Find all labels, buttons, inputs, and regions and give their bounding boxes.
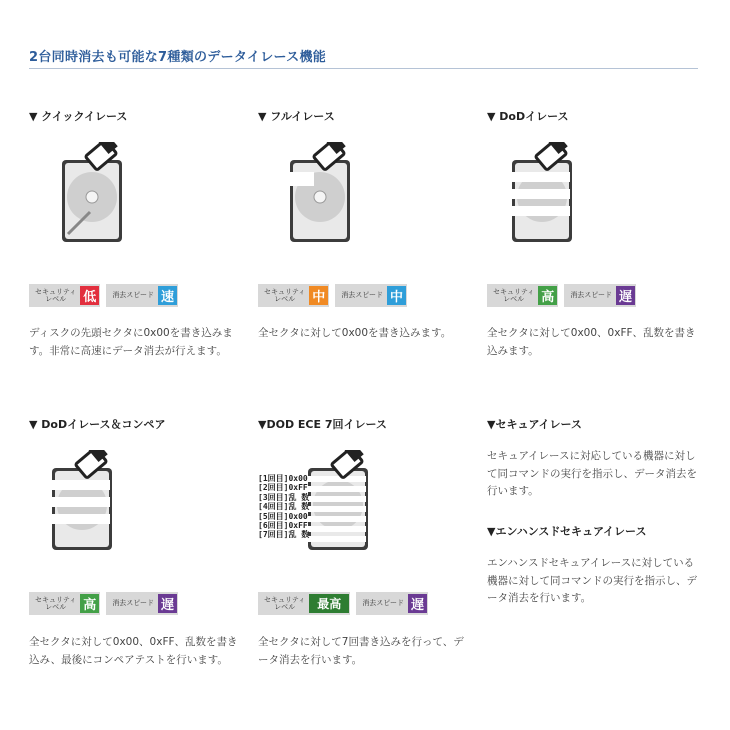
erase-speed-value: 遅 xyxy=(158,594,177,613)
pass-item: [3回目]乱 数 xyxy=(258,492,310,502)
pass-item: [1回目]0x00 xyxy=(258,474,308,483)
erase-speed-value: 速 xyxy=(158,286,177,305)
section-heading: ▼エンハンスドセキュアイレース xyxy=(487,525,647,538)
section-enhanced-secure-erase xyxy=(487,523,702,539)
erase-speed-badge xyxy=(564,284,636,307)
badge-row xyxy=(29,592,178,615)
badge-row xyxy=(29,284,178,307)
security-level-label: セキュリティ レベル xyxy=(493,287,535,303)
security-level-label: セキュリティ レベル xyxy=(264,595,306,611)
erase-speed-label: 消去スピード xyxy=(362,599,405,607)
security-level-label: セキュリティ レベル xyxy=(35,595,77,611)
section-secure-erase xyxy=(487,416,702,432)
section-heading: ▼ DoDイレース xyxy=(487,110,569,123)
security-level-badge xyxy=(29,592,100,615)
security-level-badge xyxy=(258,284,329,307)
section-quick-erase xyxy=(29,108,244,124)
section-heading: ▼DOD ECE 7回イレース xyxy=(258,418,387,431)
erase-speed-label: 消去スピード xyxy=(570,291,613,299)
hdd-erase-icon xyxy=(50,142,160,252)
hdd-erase-icon xyxy=(296,450,406,560)
section-description: 全セクタに対して7回書き込みを行って、データ消去を行います。 xyxy=(258,636,464,666)
erase-speed-badge xyxy=(356,592,428,615)
badge-row xyxy=(258,592,428,615)
badge-row xyxy=(258,284,407,307)
security-level-value: 低 xyxy=(80,286,99,305)
security-level-value: 高 xyxy=(538,286,557,305)
erase-speed-value: 遅 xyxy=(616,286,635,305)
section-description: エンハンスドセキュアイレースに対している機器に対して同コマンドの実行を指示し、データ消去を行います。 xyxy=(487,557,697,604)
section-dod-erase xyxy=(487,108,702,124)
section-description: 全セクタに対して0x00を書き込みます。 xyxy=(258,327,452,339)
security-level-badge xyxy=(258,592,350,615)
erase-speed-label: 消去スピード xyxy=(341,291,384,299)
erase-speed-label: 消去スピード xyxy=(112,599,155,607)
section-description: ディスクの先頭セクタに0x00を書き込みます。非常に高速にデータ消去が行えます。 xyxy=(29,327,233,357)
security-level-value: 最高 xyxy=(309,594,349,613)
hdd-erase-icon xyxy=(40,450,150,560)
badge-row xyxy=(487,284,636,307)
erase-speed-badge xyxy=(335,284,407,307)
pass-item: [4回目]乱 数 xyxy=(258,502,310,512)
pass-item: [5回目]0x00 xyxy=(258,511,308,521)
section-heading: ▼セキュアイレース xyxy=(487,418,582,431)
section-dod-ece-7pass xyxy=(258,416,473,432)
erase-speed-badge xyxy=(106,284,178,307)
title-divider xyxy=(29,68,698,69)
pass-item: [6回目]0xFF xyxy=(258,521,308,531)
security-level-label: セキュリティ レベル xyxy=(264,287,306,303)
hdd-erase-icon xyxy=(278,142,388,252)
section-heading: ▼ クイックイレース xyxy=(29,110,128,123)
pass-item: [2回目]0xFF xyxy=(258,483,308,493)
erase-speed-label: 消去スピード xyxy=(112,291,155,299)
section-heading: ▼ フルイレース xyxy=(258,110,335,123)
section-description: セキュアイレースに対応している機器に対して同コマンドの実行を指示し、データ消去を行います。 xyxy=(487,450,697,497)
security-level-badge xyxy=(487,284,558,307)
page-title: 2台同時消去も可能な7種類のデータイレース機能 xyxy=(29,50,327,65)
security-level-value: 中 xyxy=(309,286,328,305)
pass-list xyxy=(258,474,309,540)
security-level-badge xyxy=(29,284,100,307)
security-level-label: セキュリティ レベル xyxy=(35,287,77,303)
section-dod-erase-compare xyxy=(29,416,244,432)
security-level-value: 高 xyxy=(80,594,99,613)
section-description: 全セクタに対して0x00、0xFF、乱数を書き込み、最後にコンペアテストを行います。 xyxy=(29,636,238,666)
erase-speed-badge xyxy=(106,592,178,615)
section-description: 全セクタに対して0x00、0xFF、乱数を書き込みます。 xyxy=(487,327,696,357)
erase-speed-value: 中 xyxy=(387,286,406,305)
hdd-erase-icon xyxy=(500,142,610,252)
pass-item: [7回目]乱 数 xyxy=(258,530,310,540)
section-full-erase xyxy=(258,108,473,124)
section-heading: ▼ DoDイレース＆コンペア xyxy=(29,418,166,431)
erase-speed-value: 遅 xyxy=(408,594,427,613)
